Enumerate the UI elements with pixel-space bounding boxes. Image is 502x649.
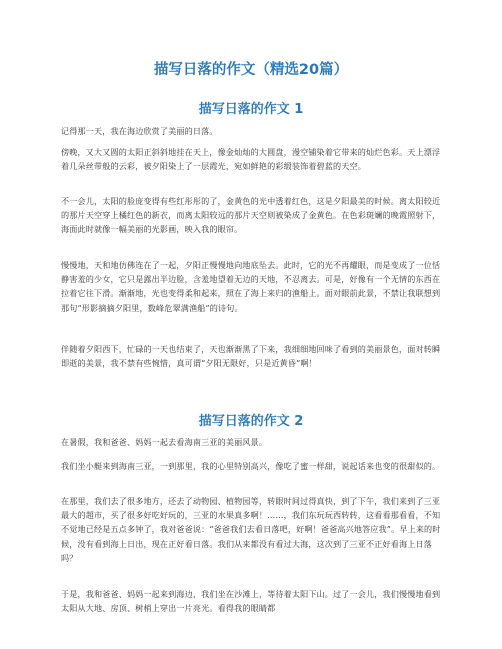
section-2-paragraph-4: 于是，我和爸爸、妈妈一起来到海边，我们坐在沙滩上，等待着太阳下山。过了一会儿，我们慢慢地看到太阳从大地、房顶、树梢上穿出一片亮光。看得我的眼睛都 [61, 589, 441, 614]
section-2-heading: 描写日落的作文 2 [198, 414, 304, 429]
section-1-paragraph-1: 记得那一天，我在海边欣赏了美丽的日落。 [61, 126, 218, 136]
section-1-paragraph-5: 伴随着夕阳西下，忙碌的一天也结束了，天也渐渐黑了下来，我细细地回味了看到的美丽景色，面对转瞬即逝的美景，我不禁有些惋惜，真可谓“夕阳无限好，只是近黄昏”啊！ [61, 344, 441, 369]
section-1-paragraph-4: 慢慢地，天和地仿佛连在了一起，夕阳正慢慢地向地底坠去。此时，它的光不再耀眼，而是变成了一位恬静害羞的少女，它只是露出半边脸，含羞地望着无边的天地，不忍离去。可是，好像有一个无情的东西在拉着它往下滑。渐渐地，光也变得柔和起来，照在了海上来归的渔船上。面对眼前此景，不禁让我联想到那句“形影摘摘夕阳里，数峰危翠满渔船”的诗句。 [61, 260, 441, 313]
section-2-paragraph-3: 在那里，我们去了很多地方，还去了动物园、植物园等，转眼时间过得真快，到了下午，我们来到了三亚最大的超市，买了很多好吃好玩的，三亚的水果真多啊！……，我们东玩玩西转转，这看看那看看，不知不觉地已经是五点多钟了，我对爸爸说：“爸爸我们去看日落吧，好啊！爸爸高兴地答应我”。早上来的时候，没有看到海上日出，现在正好看日落。我们从来都没有看过大海，这次到了三亚不正好看海上日落吗？ [61, 496, 441, 563]
section-2-paragraph-2: 我们坐小艇来到海南三亚，一到那里，我的心里特别高兴，像吃了蜜一样甜，说起话来也变的很甜似的。 [61, 461, 441, 471]
section-1-paragraph-2: 傍晚，又大又圆的太阳正斜斜地挂在天上，像金灿灿的大圆盘，漫空铺染着它带来的灿烂色彩。天上漂浮着几朵丝带般的云彩，被夕阳染上了一层霞光，宛如鲜艳的彩缎装饰着碧蓝的天空。 [61, 147, 441, 172]
document-title: 描写日落的作文（精选20篇） [153, 62, 349, 78]
section-1-heading: 描写日落的作文 1 [198, 102, 304, 117]
section-2-paragraph-1: 在暑假，我和爸爸、妈妈一起去看海南三亚的美丽风景。 [61, 437, 268, 447]
section-1-paragraph-3: 不一会儿，太阳的脸庞变得有些红彤彤的了，金黄色的光中透着红色，这是夕阳最美的时候。离太阳较近的那片天空穿上橘红色的新衣，而离太阳较远的那片天空则被染成了金黄色。在色彩斑斓的晚霞照射下，海面此时就像一幅美丽的光影画，映入我的眼帘。 [61, 196, 441, 235]
